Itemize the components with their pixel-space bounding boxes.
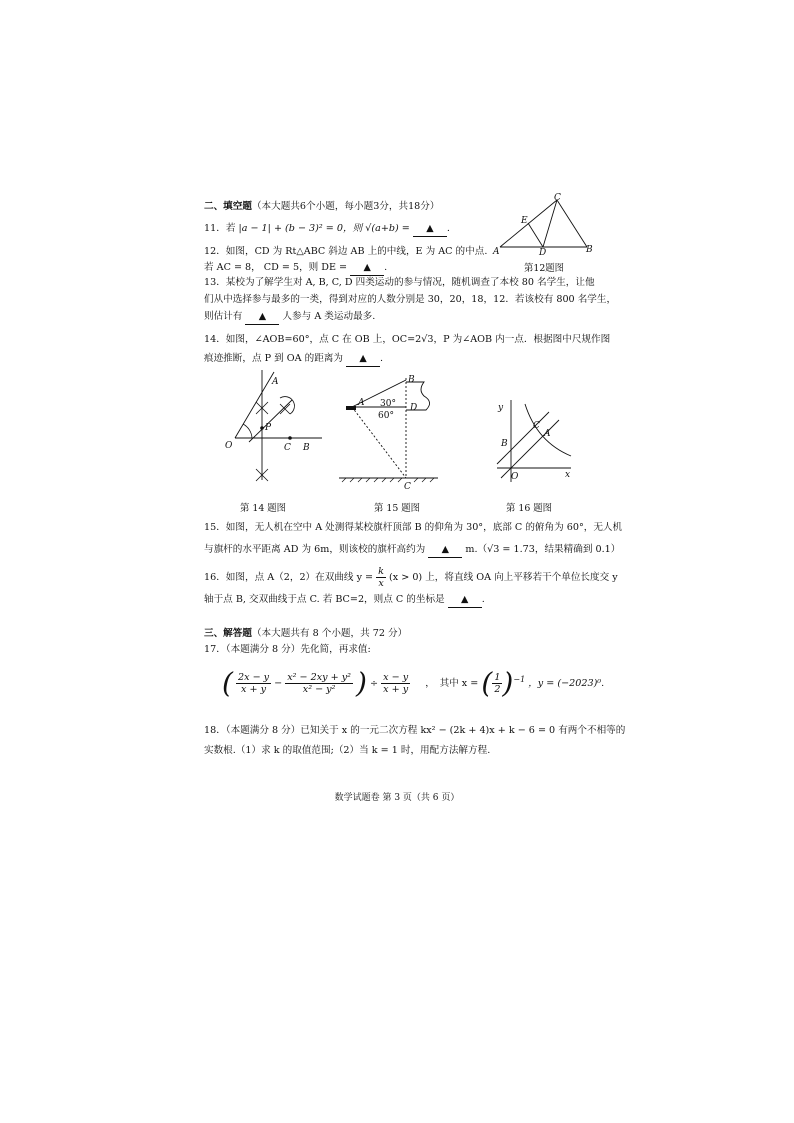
q16-pre: 16．如图，点 A（2，2）在双曲线 y = — [204, 572, 374, 583]
fig15-angle-30: 30° — [380, 399, 396, 409]
figure-16 — [493, 398, 575, 484]
caption-fig12: 第12题图 — [524, 263, 565, 274]
question-13-line2: 们从中选择参与最多的一类，得到对应的人数分别是 30，20，18，12．若该校有 800 名学生， — [204, 294, 617, 305]
section3-header — [204, 627, 407, 641]
fig14-label-o: O — [225, 441, 233, 451]
q17-tail: ，y = (−2023)⁰. — [528, 678, 605, 690]
section2-note: （本大题共6个小题，每小题3分，共18分） — [251, 201, 440, 212]
fig16-label-a: A — [544, 429, 551, 439]
fig16-label-y: y — [498, 403, 504, 413]
question-15-line2 — [204, 543, 620, 558]
q14-answer-blank[interactable]: ▲ — [346, 352, 380, 367]
q13-answer-blank[interactable]: ▲ — [245, 310, 279, 325]
question-17-expression: ( $\frac{2x - y}{x + y}$ − $\frac{\text{x² − 2xy + y²}}{\text{x² − y²}}$ ) ÷ $\frac{x - y}{x + y}$ ， 其中 x = ( $\frac{1}{2}$ )$^{-1}$ ，y = (−2023)⁰. — [222, 666, 605, 700]
q15-answer-blank[interactable]: ▲ — [428, 543, 462, 558]
fig14-label-p: P — [265, 423, 272, 433]
fig12-label-c: C — [554, 193, 561, 203]
figure-14 — [222, 368, 327, 483]
caption-fig16: 第 16 题图 — [506, 503, 553, 514]
section2-title: 二、填空题 — [204, 201, 252, 212]
q17-frac2: $\frac{\text{x² − 2xy + y²}}{\text{x² − y²}}$ — [287, 672, 351, 696]
question-13-line3 — [204, 310, 375, 325]
fig12-label-a: A — [493, 247, 500, 257]
question-11 — [204, 222, 450, 237]
fig12-label-e: E — [521, 216, 528, 226]
q11-number: 11． — [204, 223, 226, 234]
q17-frac3: $\frac{x - y}{x + y}$ — [383, 672, 409, 696]
q17-frac4: $\frac{1}{2}$ — [494, 672, 501, 696]
fig15-label-b: B — [408, 375, 415, 385]
q16-end: . — [481, 594, 485, 605]
q11-answer-blank[interactable]: ▲ — [413, 222, 447, 237]
q16-answer-blank[interactable]: ▲ — [448, 593, 482, 608]
question-18-line2: 实数根.（1）求 k 的取值范围;（2）当 k = 1 时，用配方法解方程. — [204, 745, 491, 756]
question-13-line1: 13．某校为了解学生对 A, B, C, D 四类运动的参与情况，随机调查了本校 80 名学生，让他 — [204, 277, 595, 288]
question-12-line2 — [204, 261, 387, 276]
fig16-label-o: O — [511, 472, 519, 482]
caption-fig15: 第 15 题图 — [374, 503, 421, 514]
q11-end: . — [446, 223, 450, 234]
question-17-line1: 17．（本题满分 8 分）先化简，再求值: — [204, 644, 371, 655]
q11-expression: √(a+b) = — [365, 223, 410, 234]
question-16-line1 — [204, 566, 618, 589]
question-16-line2 — [204, 593, 485, 608]
q13-pre: 则估计有 — [204, 311, 243, 322]
section2-header — [204, 200, 439, 214]
figure-12 — [490, 192, 600, 257]
q16-text: 轴于点 B, 交双曲线于点 C. 若 BC=2，则点 C 的坐标是 — [204, 594, 445, 605]
q16-mid: (x > 0) 上，将直线 OA 向上平移若干个单位长度交 y — [389, 572, 618, 583]
q14-end: . — [380, 353, 384, 364]
figure-15 — [338, 372, 450, 492]
q17-exponent: −1 — [513, 675, 526, 684]
question-12-line1: 12．如图，CD 为 Rt△ABC 斜边 AB 上的中线，E 为 AC 的中点. — [204, 246, 488, 257]
fig15-label-a: A — [358, 398, 365, 408]
fig12-label-d: D — [539, 248, 547, 257]
fig15-label-c: C — [404, 482, 411, 492]
caption-fig14: 第 14 题图 — [240, 503, 287, 514]
fig16-label-c: C — [533, 421, 540, 431]
section3-title: 三、解答题 — [204, 628, 252, 639]
q14-text: 痕迹推断，点 P 到 OA 的距离为 — [204, 353, 343, 364]
q15-text: 与旗杆的水平距离 AD 为 6m，则该校的旗杆高约为 — [204, 544, 426, 555]
q17-frac1: $\frac{2x - y}{x + y}$ — [238, 672, 270, 696]
q13-post: 人参与 A 类运动最多. — [282, 311, 376, 322]
page-footer: 数学试题卷 第 3 页（共 6 页） — [334, 793, 460, 803]
fig14-label-a: A — [272, 377, 279, 387]
q12-answer-blank[interactable]: ▲ — [350, 261, 384, 276]
fig15-angle-60: 60° — [378, 411, 394, 421]
q16-fraction: $\frac{k}{x}$ — [378, 566, 384, 589]
q11-equation: |a − 1| + (b − 3)² = 0，则 — [238, 223, 363, 234]
question-15-line1: 15．如图，无人机在空中 A 处测得某校旗杆顶部 B 的仰角为 30°，底部 C 的俯角为 60°，无人机 — [204, 522, 623, 533]
fig16-label-x: x — [565, 470, 571, 480]
fig14-label-c: C — [284, 443, 291, 453]
question-14-line2 — [204, 352, 383, 367]
section3-note: （本大题共有 8 个小题，共 72 分） — [251, 628, 408, 639]
fig15-label-d: D — [410, 403, 418, 413]
q12-end: . — [384, 262, 388, 273]
question-18-line1: 18．（本题满分 8 分）已知关于 x 的一元二次方程 kx² − (2k + 4)x + k − 6 = 0 有两个不相等的 — [204, 725, 626, 736]
fig12-label-b: B — [586, 245, 593, 255]
fig14-label-b: B — [303, 443, 310, 453]
q12-text: 若 AC = 8， CD = 5，则 DE = — [204, 262, 348, 273]
question-14-line1: 14．如图，∠AOB=60°，点 C 在 OB 上，OC=2√3，P 为∠AOB 内一点．根据图中尺规作图 — [204, 334, 611, 345]
fig16-label-b: B — [501, 439, 508, 449]
q17-where: ， 其中 x = — [425, 678, 479, 690]
q15-post: m.（√3 = 1.73，结果精确到 0.1） — [465, 544, 621, 555]
q11-pre: 若 — [225, 223, 236, 234]
